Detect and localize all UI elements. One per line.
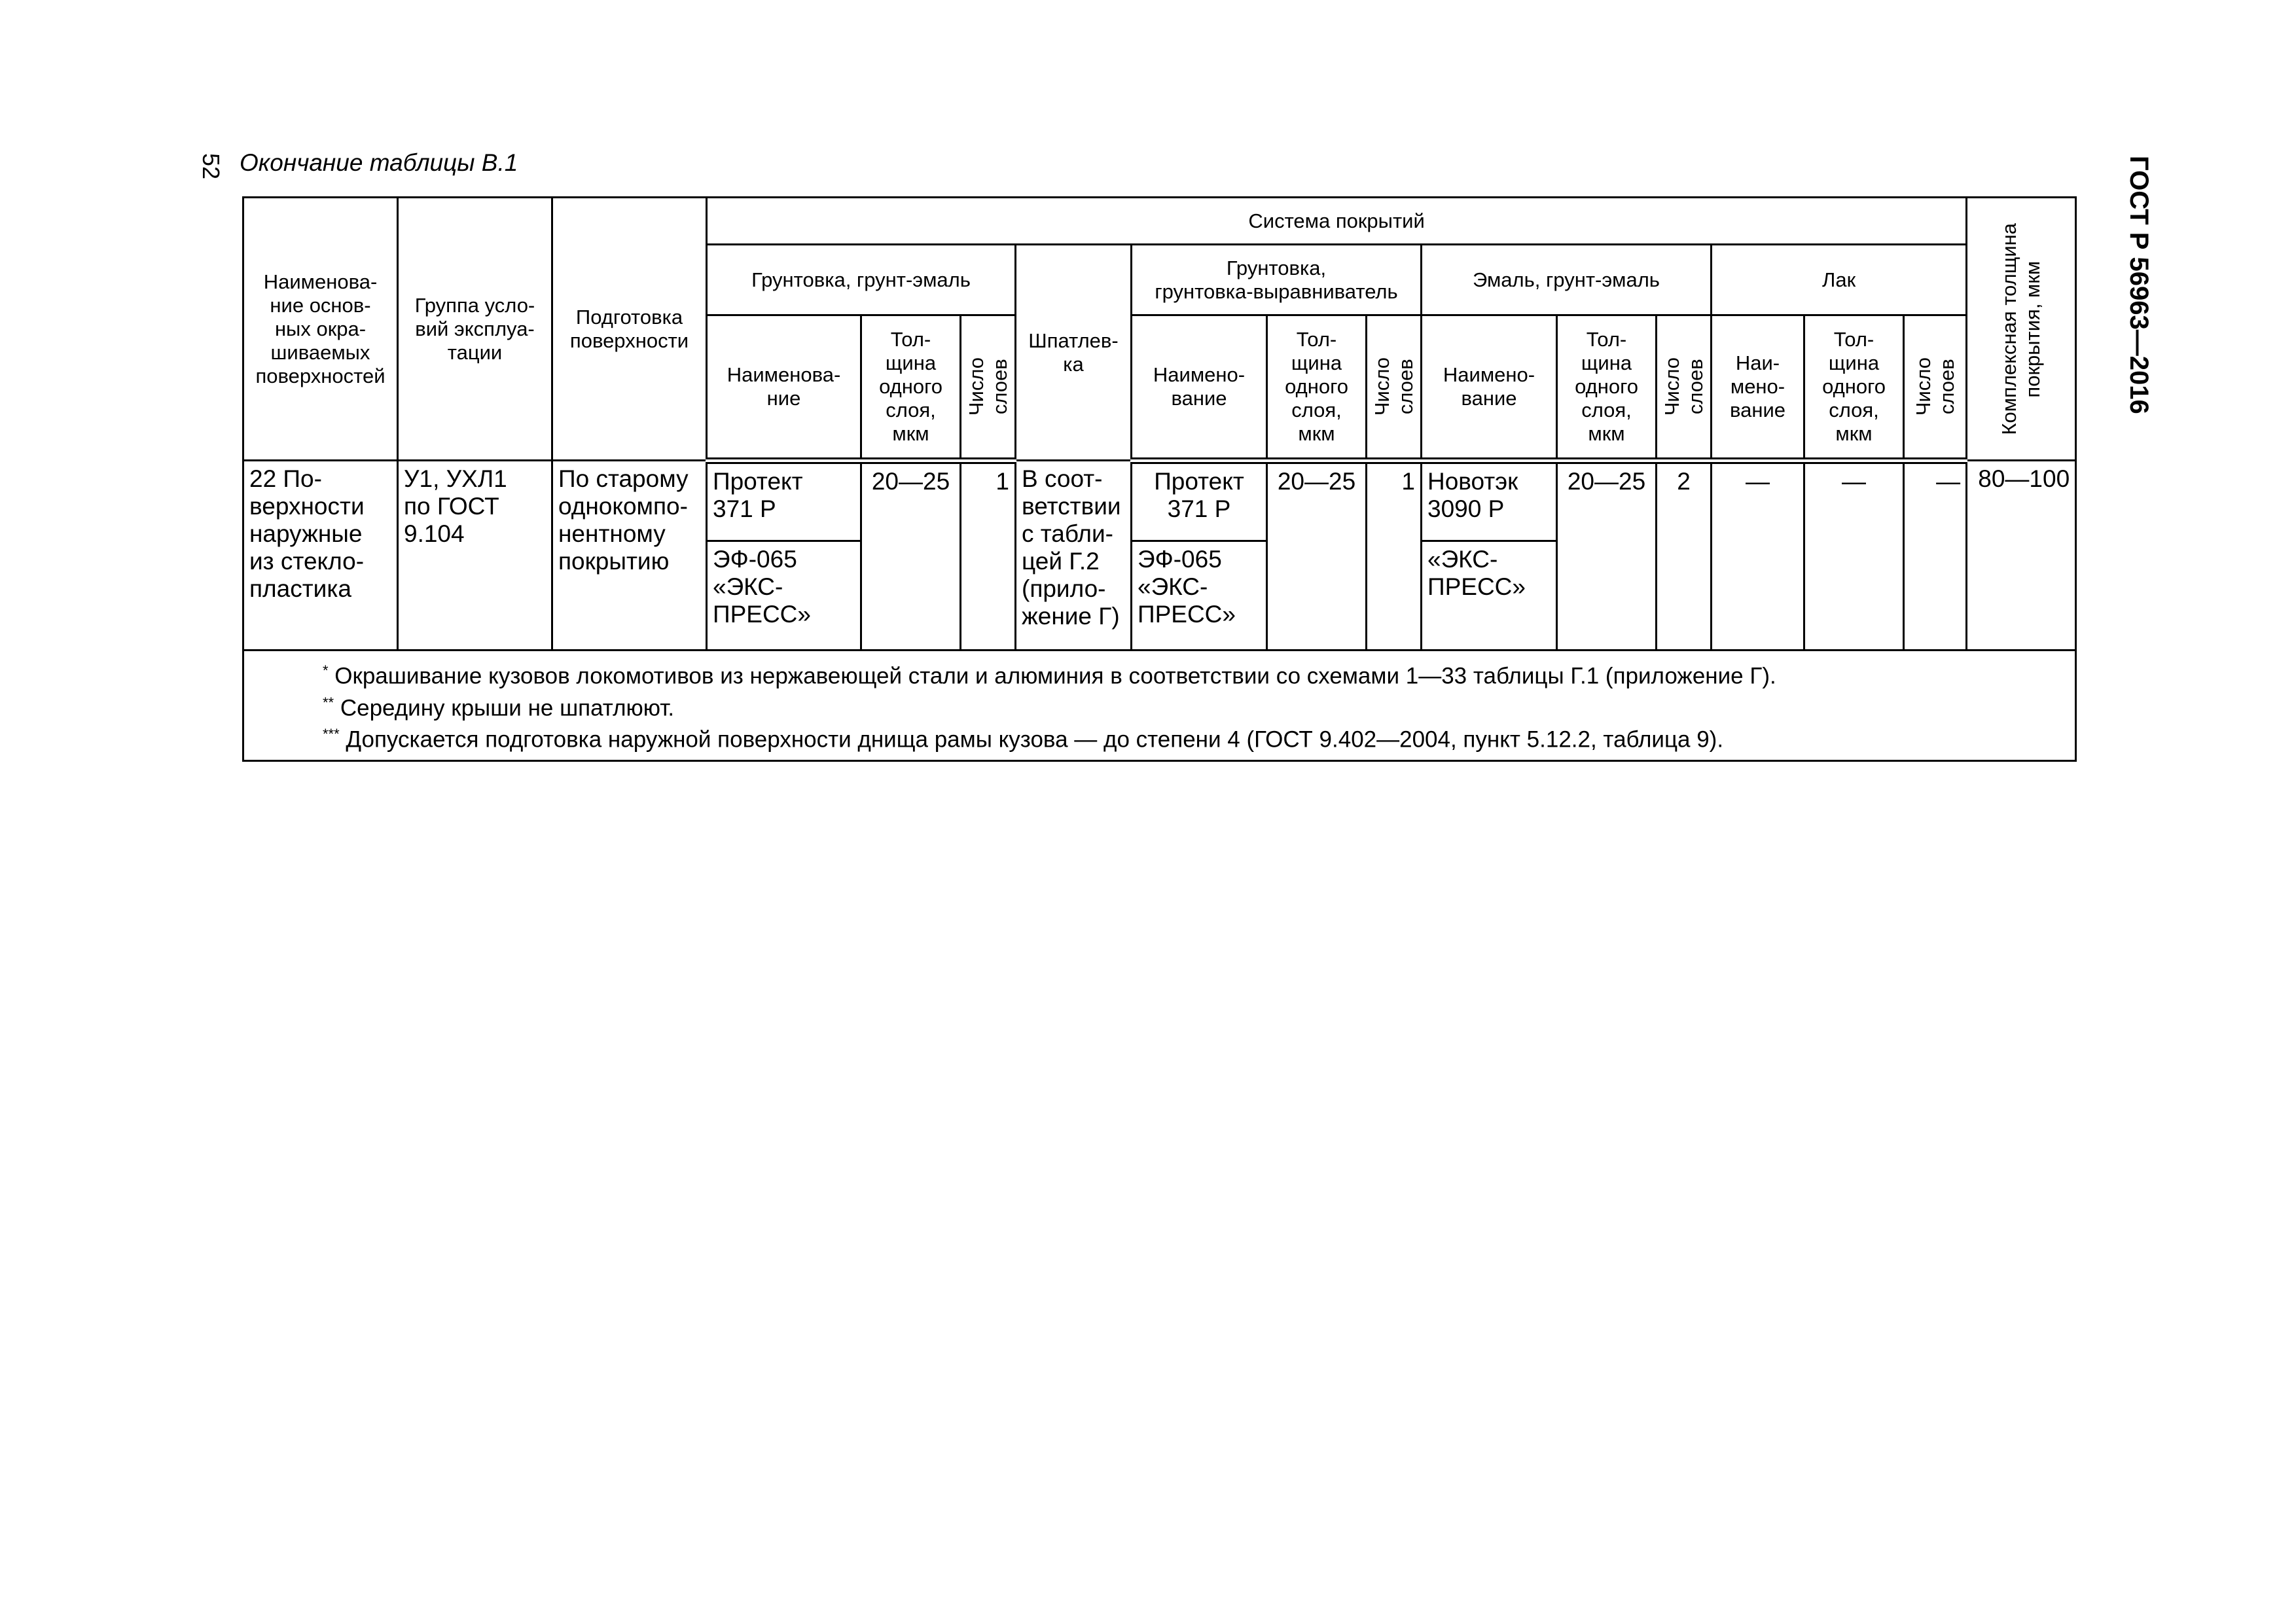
cell-enamel-layers: 2	[1657, 461, 1712, 651]
cell-putty: В соот- ветствии с табли- цей Г.2 (прило- жение Г)	[1016, 461, 1132, 651]
header-system: Система покрытий	[707, 198, 1967, 245]
cell-leveler-thickness: 20—25	[1267, 461, 1367, 651]
note-1: * Окрашивание кузовов локомотивов из нержавеющей стали и алюминия в соответствии со схемами 1—33 таблицы Г.1 (приложение Г).	[323, 662, 1776, 689]
header-putty: Шпатлев- ка	[1016, 245, 1132, 461]
header-name-2: Наимено- вание	[1132, 315, 1267, 461]
header-group: Группа усло- вий эксплуа- тации	[398, 198, 552, 461]
cell-lacquer-name: —	[1712, 461, 1804, 651]
cell-lacquer-thickness: —	[1804, 461, 1904, 651]
cell-leveler-layers: 1	[1367, 461, 1422, 651]
table-caption: Окончание таблицы В.1	[240, 149, 518, 176]
header-primer-leveler: Грунтовка, грунтовка-выравниватель	[1132, 245, 1422, 315]
header-lacquer: Лак	[1712, 245, 1967, 315]
cell-primer-name	[707, 461, 861, 651]
header-name-3: Наимено- вание	[1422, 315, 1557, 461]
cell-primer-layers: 1	[961, 461, 1016, 651]
cell-enamel-name	[1422, 461, 1557, 651]
cell-primer-thickness: 20—25	[861, 461, 961, 651]
header-layers-1: Число слоев	[961, 315, 1016, 461]
cell-preparation: По старому однокомпо- нентному покрытию	[552, 461, 707, 651]
cell-total: 80—100	[1967, 461, 2076, 651]
table-row	[243, 461, 2076, 651]
note-2: ** Середину крыши не шпатлюют.	[323, 694, 675, 721]
header-total: Комплексная толщина покрытия, мкм	[1967, 198, 2076, 461]
header-name-1: Наименова- ние	[707, 315, 861, 461]
page-number: 52	[198, 153, 224, 180]
leveler-name-b: ЭФ-065 «ЭКС- ПРЕСС»	[1138, 545, 1236, 628]
header-primer: Грунтовка, грунт-эмаль	[707, 245, 1016, 315]
header-thickness-1: Тол- щина одного слоя, мкм	[861, 315, 961, 461]
document-id: ГОСТ Р 56963—2016	[2125, 156, 2153, 414]
coating-table	[242, 196, 2077, 762]
header-name-4: Наи- мено- вание	[1712, 315, 1804, 461]
table-notes	[243, 651, 2076, 761]
leveler-name-a: Протект 371 Р	[1132, 464, 1266, 542]
cell-group: У1, УХЛ1 по ГОСТ 9.104	[398, 461, 552, 651]
header-preparation: Подготовка поверхности	[552, 198, 707, 461]
header-surfaces: Наименова- ние основ- ных окра- шиваемых поверхностей	[243, 198, 398, 461]
header-layers-4: Число слоев	[1904, 315, 1967, 461]
cell-lacquer-layers: —	[1904, 461, 1967, 651]
enamel-name-a: Новотэк 3090 Р	[1422, 464, 1556, 542]
cell-enamel-thickness: 20—25	[1557, 461, 1657, 651]
primer-name-a: Протект 371 Р	[708, 464, 860, 542]
header-thickness-4: Тол- щина одного слоя, мкм	[1804, 315, 1904, 461]
enamel-name-b: «ЭКС- ПРЕСС»	[1427, 545, 1526, 600]
header-enamel: Эмаль, грунт-эмаль	[1422, 245, 1712, 315]
header-thickness-3: Тол- щина одного слоя, мкм	[1557, 315, 1657, 461]
primer-name-b: ЭФ-065 «ЭКС- ПРЕСС»	[713, 545, 811, 628]
note-3: *** Допускается подготовка наружной поверхности днища рамы кузова — до степени 4 (ГОСТ 9.402—2004, пункт 5.12.2, таблица 9).	[323, 726, 1724, 753]
cell-surface: 22 По- верхности наружные из стекло- пластика	[243, 461, 398, 651]
header-layers-3: Число слоев	[1657, 315, 1712, 461]
header-layers-2: Число слоев	[1367, 315, 1422, 461]
cell-leveler-name	[1132, 461, 1267, 651]
header-thickness-2: Тол- щина одного слоя, мкм	[1267, 315, 1367, 461]
